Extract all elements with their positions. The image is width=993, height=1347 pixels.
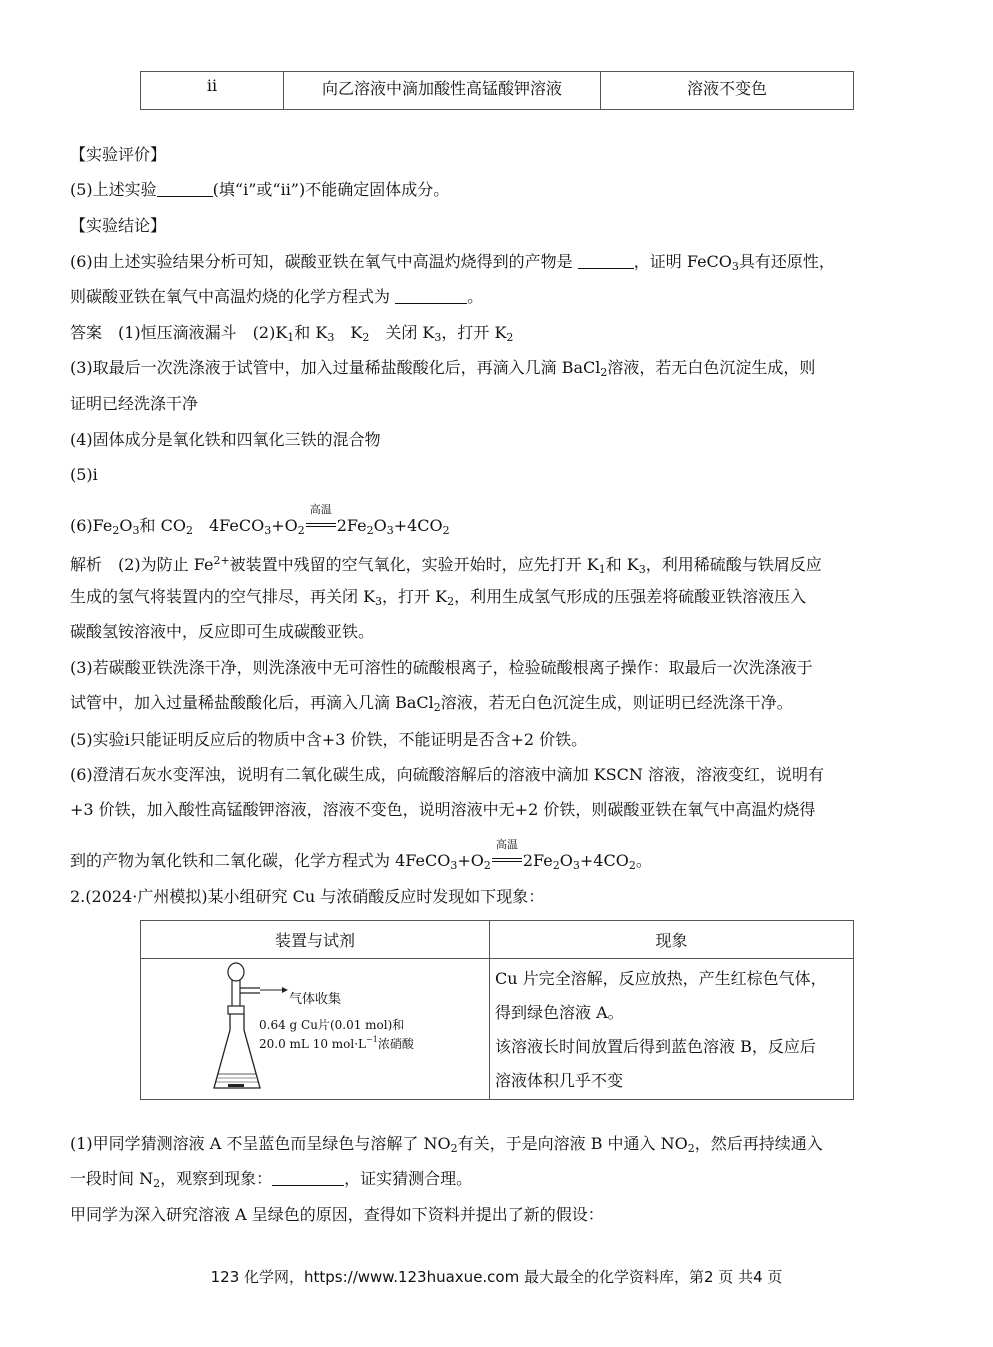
reagent-line1: 0.64 g Cu片(0.01 mol)和: [259, 1018, 405, 1032]
question-6-line1: (6)由上述实验结果分析可知，碳酸亚铁在氧气中高温灼烧得到的产物是 ，证明 FeCO$_3$具有还原性，: [70, 252, 835, 273]
reaction-condition: 高温: [305, 515, 337, 533]
q6-text: 具有还原性，: [738, 252, 835, 271]
eval-heading: 【实验评价】: [70, 145, 167, 164]
experiment-table: [140, 71, 854, 110]
question-2-part1-line3: 甲同学为深入研究溶液 A 呈绿色的原因，查得如下资料并提出了新的假设：: [70, 1205, 604, 1224]
analysis-line6: (5)实验ⅰ只能证明反应后的物质中含+3 价铁，不能证明是否含+2 价铁。: [70, 730, 588, 749]
analysis-line3: 碳酸氢铵溶液中，反应即可生成碳酸亚铁。: [70, 622, 375, 641]
analysis-line4: (3)若碳酸亚铁洗涤干净，则洗涤液中无可溶性的硫酸根离子，检验硫酸根离子操作：取最后一次洗涤液于: [70, 658, 813, 677]
analysis-line5: 试管中，加入过量稀盐酸酸化后，再滴入几滴 BaCl$_2$溶液，若无白色沉淀生成，则证明已经洗涤干净。: [70, 693, 793, 714]
reagent-line2: 20.0 mL 10 $mol\cdot L^{-1}$浓硝酸: [259, 1035, 414, 1051]
table-cell-result: 溶液不变色: [601, 72, 854, 110]
table-cell-operation: 向乙溶液中滴加酸性高锰酸钾溶液: [284, 72, 601, 110]
conclusion-heading: 【实验结论】: [70, 216, 167, 235]
analysis-line8: +3 价铁，加入酸性高锰酸钾溶液，溶液不变色，说明溶液中无+2 价铁，则碳酸亚铁在氧气中高温灼烧得: [70, 800, 816, 819]
analysis-line1: 解析 (2)为防止 $Fe^{2+}$被装置中残留的空气氧化，实验开始时，应先打开 $K_1$和 $K_3$，利用稀硫酸与铁屑反应: [70, 554, 822, 576]
phenomenon-line: 得到绿色溶液 A。: [495, 1003, 624, 1022]
answer-line1: 答案 (1)恒压滴液漏斗 $(2)K_1$和 $K_3$ $K_2$ 关闭 $K_3$，打开 $K_2$: [70, 323, 514, 344]
q5-text: (填“ⅰ”或“ⅱ”)不能确定固体成分。: [212, 180, 450, 199]
q6-text: 则碳酸亚铁在氧气中高温灼烧的化学方程式为: [70, 287, 391, 306]
answer-line5: (5)ⅰ: [70, 465, 98, 484]
answer-line6: $(6)Fe_2O_3$和 $CO_2$ $4FeCO_3+O_2$ 高温 $2Fe_2O_3+4CO_2$: [70, 503, 450, 537]
table-header-apparatus: 装置与试剂: [141, 921, 490, 959]
answer-blank: [272, 1171, 344, 1186]
question-2-part1-line2: 一段时间 $N_2$，观察到现象： ，证实猜测合理。: [70, 1169, 473, 1190]
analysis-line7: (6)澄清石灰水变浑浊，说明有二氧化碳生成，向硫酸溶解后的溶液中滴加 KSCN 溶液，溶液变红，说明有: [70, 765, 824, 784]
apparatus-table: [140, 920, 854, 1100]
answer-blank: [395, 289, 467, 304]
table-header-phenomenon: 现象: [490, 921, 854, 959]
q6-text: ，证明 FeCO: [633, 252, 732, 271]
phenomenon-line: Cu 片完全溶解，反应放热，产生红棕色气体，: [495, 969, 827, 988]
q6-text: 。: [467, 287, 484, 306]
question-6-line2: [70, 286, 483, 308]
answer-blank: [578, 254, 634, 269]
table-cell-id: ii: [141, 72, 284, 110]
apparatus-cell: [141, 959, 490, 1100]
phenomenon-line: 溶液体积几乎不变: [495, 1071, 624, 1090]
analysis-line2: 生成的氢气将装置内的空气排尽，再关闭 $K_3$，打开 $K_2$，利用生成氢气形成的压强差将硫酸亚铁溶液压入: [70, 587, 807, 608]
answer-line3b: 证明已经洗涤干净: [70, 394, 199, 413]
answer-line4: (4)固体成分是氧化铁和四氧化三铁的混合物: [70, 430, 381, 449]
page-footer: 123 化学网，https://www.123huaxue.com 最大最全的化学资料库，第2 页 共4 页: [210, 1268, 783, 1286]
reaction-condition: 高温: [491, 850, 523, 868]
q5-text: (5)上述实验: [70, 180, 157, 199]
question-2-part1-line1: (1)甲同学猜测溶液 A 不呈蓝色而呈绿色与溶解了 $NO_2$有关，于是向溶液 B 中通入 $NO_2$，然后再持续通入: [70, 1134, 823, 1155]
phenomenon-line: 该溶液长时间放置后得到蓝色溶液 B，反应后: [495, 1037, 816, 1056]
answer-line3: (3)取最后一次洗涤液于试管中，加入过量稀盐酸酸化后，再滴入几滴 BaCl$_2$溶液，若无白色沉淀生成，则: [70, 358, 816, 379]
phenomenon-cell: [490, 959, 854, 1100]
gas-collection-label: 气体收集: [289, 992, 342, 1007]
analysis-line9: 到的产物为氧化铁和二氧化碳，化学方程式为 $4FeCO_3+O_2$ 高温 $2Fe_2O_3+4CO_2$。: [70, 838, 652, 872]
question-2-intro: 2.(2024·广州模拟)某小组研究 Cu 与浓硝酸反应时发现如下现象：: [70, 887, 545, 906]
answer-blank: [157, 182, 213, 197]
q6-text: (6)由上述实验结果分析可知，碳酸亚铁在氧气中高温灼烧得到的产物是: [70, 252, 573, 271]
question-5: [70, 179, 449, 201]
